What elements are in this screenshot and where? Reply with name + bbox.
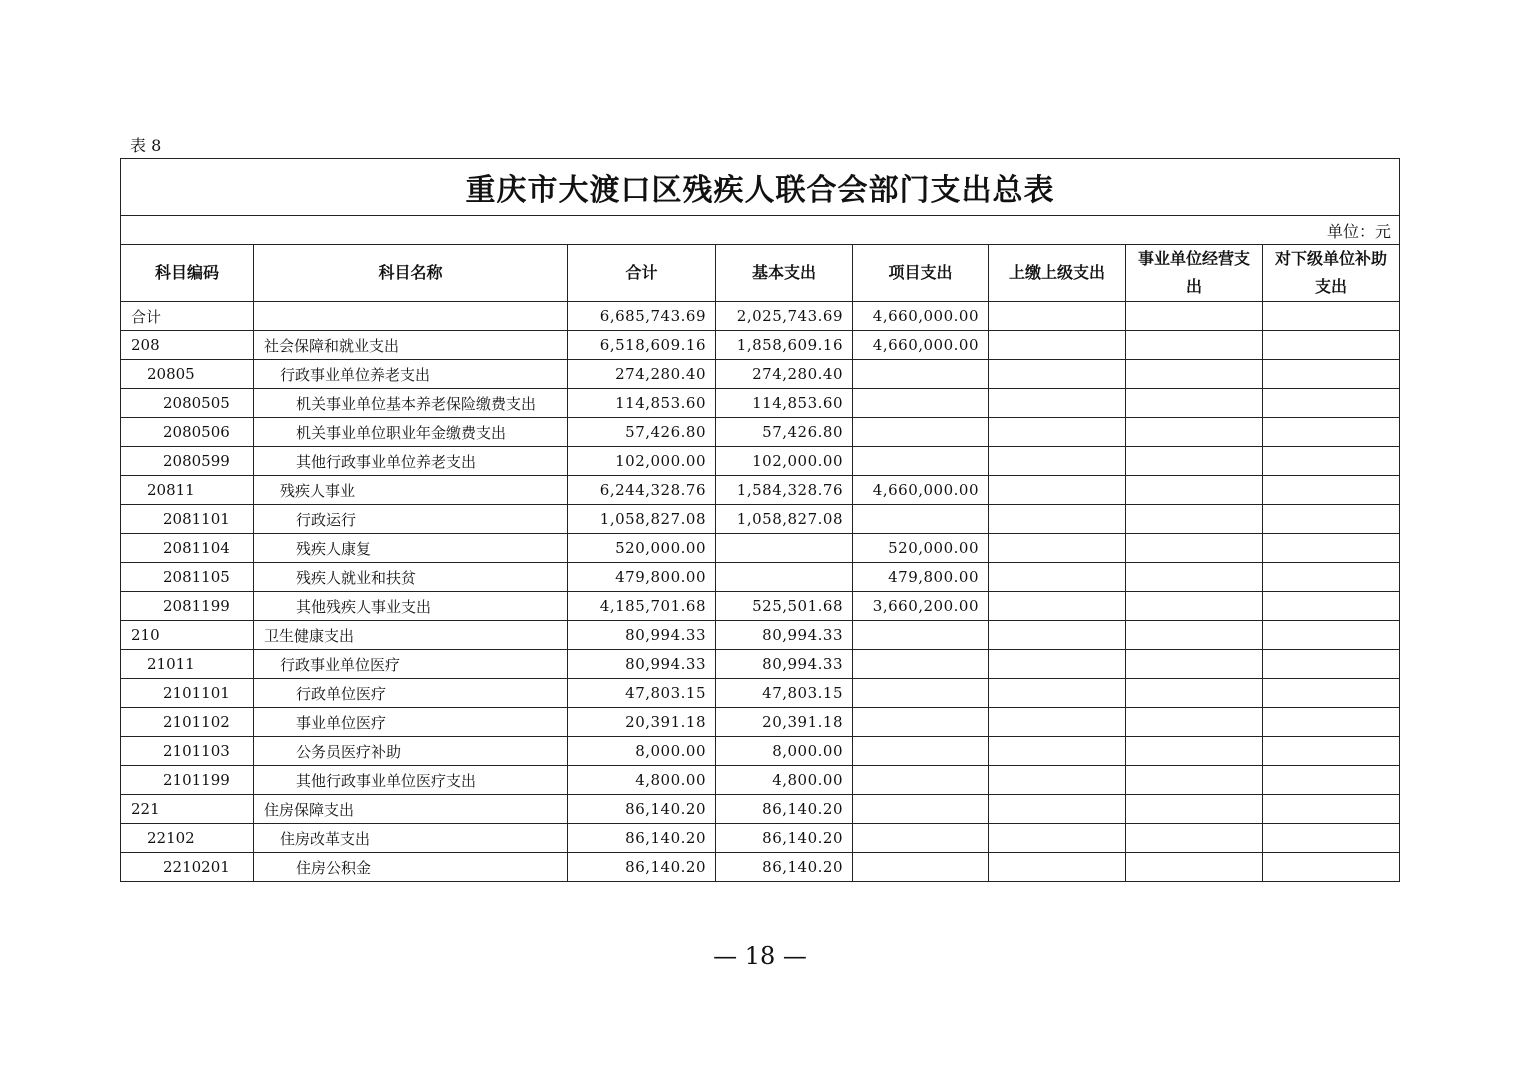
cell-subsidy bbox=[1263, 447, 1400, 476]
cell-basic: 8,000.00 bbox=[716, 737, 853, 766]
cell-subsidy bbox=[1263, 476, 1400, 505]
cell-name: 社会保障和就业支出 bbox=[254, 331, 568, 360]
cell-subsidy bbox=[1263, 592, 1400, 621]
cell-basic: 4,800.00 bbox=[716, 766, 853, 795]
cell-upper bbox=[989, 563, 1126, 592]
cell-upper bbox=[989, 331, 1126, 360]
table-row bbox=[121, 708, 1400, 737]
table-row bbox=[121, 476, 1400, 505]
cell-code: 2101101 bbox=[121, 679, 254, 708]
cell-name: 卫生健康支出 bbox=[254, 621, 568, 650]
cell-code: 2081101 bbox=[121, 505, 254, 534]
cell-subsidy bbox=[1263, 853, 1400, 882]
cell-project bbox=[853, 679, 989, 708]
cell-upper bbox=[989, 302, 1126, 331]
table-row bbox=[121, 853, 1400, 882]
cell-subsidy bbox=[1263, 621, 1400, 650]
cell-code: 2080506 bbox=[121, 418, 254, 447]
cell-subsidy bbox=[1263, 766, 1400, 795]
cell-business bbox=[1126, 650, 1263, 679]
cell-name: 其他行政事业单位养老支出 bbox=[254, 447, 568, 476]
cell-code: 22102 bbox=[121, 824, 254, 853]
table-row bbox=[121, 331, 1400, 360]
table-row bbox=[121, 795, 1400, 824]
cell-name: 其他行政事业单位医疗支出 bbox=[254, 766, 568, 795]
cell-basic: 1,584,328.76 bbox=[716, 476, 853, 505]
cell-upper bbox=[989, 708, 1126, 737]
cell-project: 520,000.00 bbox=[853, 534, 989, 563]
cell-basic: 1,858,609.16 bbox=[716, 331, 853, 360]
cell-upper bbox=[989, 534, 1126, 563]
cell-total: 520,000.00 bbox=[568, 534, 716, 563]
table-row bbox=[121, 766, 1400, 795]
cell-upper bbox=[989, 418, 1126, 447]
cell-subsidy bbox=[1263, 389, 1400, 418]
table-row bbox=[121, 534, 1400, 563]
cell-total: 86,140.20 bbox=[568, 795, 716, 824]
cell-business bbox=[1126, 621, 1263, 650]
table-row bbox=[121, 360, 1400, 389]
cell-basic: 86,140.20 bbox=[716, 853, 853, 882]
cell-subsidy bbox=[1263, 418, 1400, 447]
header-total: 合计 bbox=[568, 245, 716, 302]
cell-total: 86,140.20 bbox=[568, 853, 716, 882]
cell-business bbox=[1126, 447, 1263, 476]
header-row bbox=[121, 245, 1400, 302]
cell-upper bbox=[989, 766, 1126, 795]
cell-code: 2210201 bbox=[121, 853, 254, 882]
cell-name: 行政单位医疗 bbox=[254, 679, 568, 708]
cell-name: 行政事业单位医疗 bbox=[254, 650, 568, 679]
cell-basic: 525,501.68 bbox=[716, 592, 853, 621]
cell-name: 行政运行 bbox=[254, 505, 568, 534]
cell-total: 114,853.60 bbox=[568, 389, 716, 418]
cell-project: 4,660,000.00 bbox=[853, 331, 989, 360]
cell-subsidy bbox=[1263, 650, 1400, 679]
cell-name: 残疾人事业 bbox=[254, 476, 568, 505]
cell-upper bbox=[989, 389, 1126, 418]
cell-subsidy bbox=[1263, 795, 1400, 824]
cell-project bbox=[853, 766, 989, 795]
header-project: 项目支出 bbox=[853, 245, 989, 302]
cell-project bbox=[853, 853, 989, 882]
cell-name: 残疾人康复 bbox=[254, 534, 568, 563]
cell-basic bbox=[716, 534, 853, 563]
cell-code: 21011 bbox=[121, 650, 254, 679]
cell-business bbox=[1126, 360, 1263, 389]
cell-total: 80,994.33 bbox=[568, 650, 716, 679]
page-number: — 18 — bbox=[713, 942, 807, 970]
header-upper: 上缴上级支出 bbox=[989, 245, 1126, 302]
cell-business bbox=[1126, 679, 1263, 708]
cell-name: 机关事业单位基本养老保险缴费支出 bbox=[254, 389, 568, 418]
table-row bbox=[121, 824, 1400, 853]
cell-project bbox=[853, 418, 989, 447]
cell-business bbox=[1126, 708, 1263, 737]
expenditure-table bbox=[120, 158, 1400, 882]
cell-basic: 47,803.15 bbox=[716, 679, 853, 708]
cell-name: 住房保障支出 bbox=[254, 795, 568, 824]
cell-project bbox=[853, 824, 989, 853]
cell-basic: 2,025,743.69 bbox=[716, 302, 853, 331]
cell-code: 2101199 bbox=[121, 766, 254, 795]
cell-project bbox=[853, 737, 989, 766]
cell-business bbox=[1126, 476, 1263, 505]
cell-business bbox=[1126, 766, 1263, 795]
cell-upper bbox=[989, 650, 1126, 679]
cell-basic: 102,000.00 bbox=[716, 447, 853, 476]
cell-basic: 80,994.33 bbox=[716, 621, 853, 650]
header-business: 事业单位经营支出 bbox=[1126, 245, 1263, 302]
cell-total: 274,280.40 bbox=[568, 360, 716, 389]
cell-upper bbox=[989, 621, 1126, 650]
cell-project bbox=[853, 650, 989, 679]
page-title: 重庆市大渡口区残疾人联合会部门支出总表 bbox=[121, 159, 1400, 216]
cell-subsidy bbox=[1263, 824, 1400, 853]
cell-basic: 274,280.40 bbox=[716, 360, 853, 389]
cell-subsidy bbox=[1263, 563, 1400, 592]
cell-code: 221 bbox=[121, 795, 254, 824]
cell-code: 2081104 bbox=[121, 534, 254, 563]
cell-subsidy bbox=[1263, 331, 1400, 360]
cell-project: 3,660,200.00 bbox=[853, 592, 989, 621]
header-name: 科目名称 bbox=[254, 245, 568, 302]
cell-total: 6,244,328.76 bbox=[568, 476, 716, 505]
cell-business bbox=[1126, 389, 1263, 418]
cell-name: 公务员医疗补助 bbox=[254, 737, 568, 766]
cell-upper bbox=[989, 505, 1126, 534]
cell-code: 2101103 bbox=[121, 737, 254, 766]
cell-subsidy bbox=[1263, 708, 1400, 737]
cell-business bbox=[1126, 563, 1263, 592]
table-body bbox=[121, 302, 1400, 882]
table-row bbox=[121, 389, 1400, 418]
cell-subsidy bbox=[1263, 302, 1400, 331]
cell-business bbox=[1126, 505, 1263, 534]
cell-subsidy bbox=[1263, 505, 1400, 534]
cell-total: 86,140.20 bbox=[568, 824, 716, 853]
cell-code: 2081199 bbox=[121, 592, 254, 621]
header-basic: 基本支出 bbox=[716, 245, 853, 302]
cell-subsidy bbox=[1263, 737, 1400, 766]
cell-code: 2081105 bbox=[121, 563, 254, 592]
cell-project bbox=[853, 447, 989, 476]
cell-project bbox=[853, 389, 989, 418]
cell-name: 事业单位医疗 bbox=[254, 708, 568, 737]
cell-code: 20811 bbox=[121, 476, 254, 505]
cell-total: 80,994.33 bbox=[568, 621, 716, 650]
table-row bbox=[121, 447, 1400, 476]
cell-total: 8,000.00 bbox=[568, 737, 716, 766]
cell-basic: 80,994.33 bbox=[716, 650, 853, 679]
cell-business bbox=[1126, 302, 1263, 331]
cell-total: 20,391.18 bbox=[568, 708, 716, 737]
cell-basic: 20,391.18 bbox=[716, 708, 853, 737]
cell-project bbox=[853, 505, 989, 534]
cell-upper bbox=[989, 447, 1126, 476]
cell-project: 4,660,000.00 bbox=[853, 302, 989, 331]
cell-business bbox=[1126, 592, 1263, 621]
cell-project: 4,660,000.00 bbox=[853, 476, 989, 505]
cell-name: 住房改革支出 bbox=[254, 824, 568, 853]
cell-subsidy bbox=[1263, 534, 1400, 563]
cell-basic: 1,058,827.08 bbox=[716, 505, 853, 534]
cell-upper bbox=[989, 737, 1126, 766]
cell-business bbox=[1126, 824, 1263, 853]
cell-business bbox=[1126, 418, 1263, 447]
table-row bbox=[121, 505, 1400, 534]
cell-total: 1,058,827.08 bbox=[568, 505, 716, 534]
cell-project bbox=[853, 621, 989, 650]
cell-name: 住房公积金 bbox=[254, 853, 568, 882]
cell-business bbox=[1126, 737, 1263, 766]
cell-name bbox=[254, 302, 568, 331]
table-row bbox=[121, 592, 1400, 621]
cell-total: 479,800.00 bbox=[568, 563, 716, 592]
cell-total: 102,000.00 bbox=[568, 447, 716, 476]
cell-business bbox=[1126, 534, 1263, 563]
cell-subsidy bbox=[1263, 360, 1400, 389]
cell-upper bbox=[989, 853, 1126, 882]
cell-code: 20805 bbox=[121, 360, 254, 389]
cell-code: 208 bbox=[121, 331, 254, 360]
cell-total: 57,426.80 bbox=[568, 418, 716, 447]
table-row bbox=[121, 737, 1400, 766]
cell-name: 残疾人就业和扶贫 bbox=[254, 563, 568, 592]
expenditure-table-container bbox=[120, 158, 1399, 882]
cell-basic: 114,853.60 bbox=[716, 389, 853, 418]
cell-subsidy bbox=[1263, 679, 1400, 708]
unit-label: 单位：元 bbox=[121, 216, 1400, 245]
cell-upper bbox=[989, 824, 1126, 853]
cell-total: 4,185,701.68 bbox=[568, 592, 716, 621]
table-row bbox=[121, 563, 1400, 592]
cell-code: 210 bbox=[121, 621, 254, 650]
cell-upper bbox=[989, 476, 1126, 505]
cell-business bbox=[1126, 795, 1263, 824]
cell-project: 479,800.00 bbox=[853, 563, 989, 592]
cell-upper bbox=[989, 795, 1126, 824]
cell-name: 其他残疾人事业支出 bbox=[254, 592, 568, 621]
cell-business bbox=[1126, 853, 1263, 882]
cell-project bbox=[853, 360, 989, 389]
cell-upper bbox=[989, 592, 1126, 621]
cell-business bbox=[1126, 331, 1263, 360]
cell-basic: 57,426.80 bbox=[716, 418, 853, 447]
cell-upper bbox=[989, 360, 1126, 389]
cell-total: 47,803.15 bbox=[568, 679, 716, 708]
table-label: 表 8 bbox=[130, 136, 162, 155]
cell-name: 机关事业单位职业年金缴费支出 bbox=[254, 418, 568, 447]
cell-code: 2080505 bbox=[121, 389, 254, 418]
table-row bbox=[121, 302, 1400, 331]
header-code: 科目编码 bbox=[121, 245, 254, 302]
cell-basic: 86,140.20 bbox=[716, 795, 853, 824]
cell-code: 2080599 bbox=[121, 447, 254, 476]
cell-total: 6,518,609.16 bbox=[568, 331, 716, 360]
cell-total: 4,800.00 bbox=[568, 766, 716, 795]
cell-project bbox=[853, 795, 989, 824]
table-row bbox=[121, 621, 1400, 650]
cell-code: 合计 bbox=[121, 302, 254, 331]
cell-basic bbox=[716, 563, 853, 592]
cell-project bbox=[853, 708, 989, 737]
table-row bbox=[121, 418, 1400, 447]
header-subsidy: 对下级单位补助支出 bbox=[1263, 245, 1400, 302]
cell-upper bbox=[989, 679, 1126, 708]
table-row bbox=[121, 679, 1400, 708]
table-row bbox=[121, 650, 1400, 679]
cell-basic: 86,140.20 bbox=[716, 824, 853, 853]
cell-code: 2101102 bbox=[121, 708, 254, 737]
cell-total: 6,685,743.69 bbox=[568, 302, 716, 331]
cell-name: 行政事业单位养老支出 bbox=[254, 360, 568, 389]
